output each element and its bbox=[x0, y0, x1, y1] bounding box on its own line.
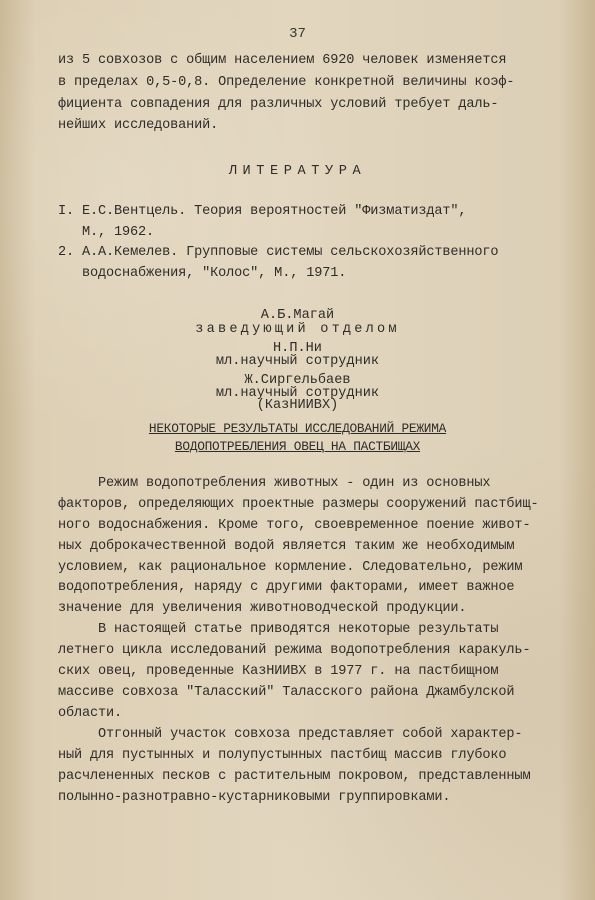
body-line: ный для пустынных и полупустынных пастбищ массив глубоко bbox=[58, 748, 507, 763]
author-name-2: Н.П.Ни bbox=[273, 341, 322, 356]
reference-2-line-2: водоснабжения, "Колос", М., 1971. bbox=[82, 266, 347, 281]
body-line: факторов, определяющих проектные размеры сооружений пастбищ- bbox=[58, 497, 539, 512]
reference-2-line-1: 2. А.А.Кемелев. Групповые системы сельскохозяйственного bbox=[58, 245, 499, 260]
body-line: расчлененных песков с растительным покровом, представленным bbox=[58, 769, 531, 784]
reference-1-line-2: М., 1962. bbox=[82, 225, 155, 240]
body-line: водопотребления, наряду с другими факторами, имеет важное bbox=[58, 580, 515, 595]
intro-line: из 5 совхозов с общим населением 6920 человек изменяется bbox=[58, 53, 507, 68]
body-line: Отгонный участок совхоза представляет собой характер- bbox=[98, 727, 523, 742]
article-title-line-1: НЕКОТОРЫЕ РЕЗУЛЬТАТЫ ИССЛЕДОВАНИЙ РЕЖИМА bbox=[148, 421, 447, 436]
author-name-1: А.Б.Магай bbox=[260, 308, 335, 323]
body-line: области. bbox=[58, 706, 123, 721]
author-role-3: мл.научный сотрудник bbox=[215, 386, 380, 401]
page-number: 37 bbox=[289, 26, 306, 42]
author-institution: (КазНИИВХ) bbox=[256, 398, 339, 413]
author-role-2: мл.научный сотрудник bbox=[215, 354, 380, 369]
body-line: полынно-разнотравно-кустарниковыми группировками. bbox=[58, 790, 451, 805]
intro-line: фициента совпадения для различных условий требует даль- bbox=[58, 97, 499, 112]
author-name-3: Ж.Сиргельбаев bbox=[244, 373, 351, 388]
body-line: Режим водопотребления животных - один из основных bbox=[98, 476, 491, 491]
body-line: летнего цикла исследований режима водопотребления каракуль- bbox=[58, 643, 531, 658]
body-line: условием, как рациональное кормление. Следовательно, режим bbox=[58, 560, 523, 575]
body-line: массиве совхоза "Таласский" Таласского района Джамбулской bbox=[58, 685, 515, 700]
intro-line: нейших исследований. bbox=[58, 118, 219, 133]
body-line: значение для увеличения животноводческой продукции. bbox=[58, 601, 467, 616]
body-line: ных доброкачественной водой является таким же необходимым bbox=[58, 539, 515, 554]
literature-heading: ЛИТЕРАТУРА bbox=[228, 164, 367, 179]
body-line: ских овец, проведенные КазНИИВХ в 1977 г. на пастбищном bbox=[58, 664, 499, 679]
body-line: В настоящей статье приводятся некоторые результаты bbox=[98, 622, 499, 637]
reference-1-line-1: I. Е.С.Вентцель. Теория вероятностей "Физматиздат", bbox=[58, 204, 467, 219]
body-line: ного водоснабжения. Кроме того, своевременное поение живот- bbox=[58, 518, 531, 533]
author-role-1: заведующий отделом bbox=[195, 322, 400, 337]
intro-line: в пределах 0,5-0,8. Определение конкретной величины коэф- bbox=[58, 75, 515, 90]
article-title-line-2: ВОДОПОТРЕБЛЕНИЯ ОВЕЦ НА ПАСТБИЩАХ bbox=[174, 439, 421, 454]
